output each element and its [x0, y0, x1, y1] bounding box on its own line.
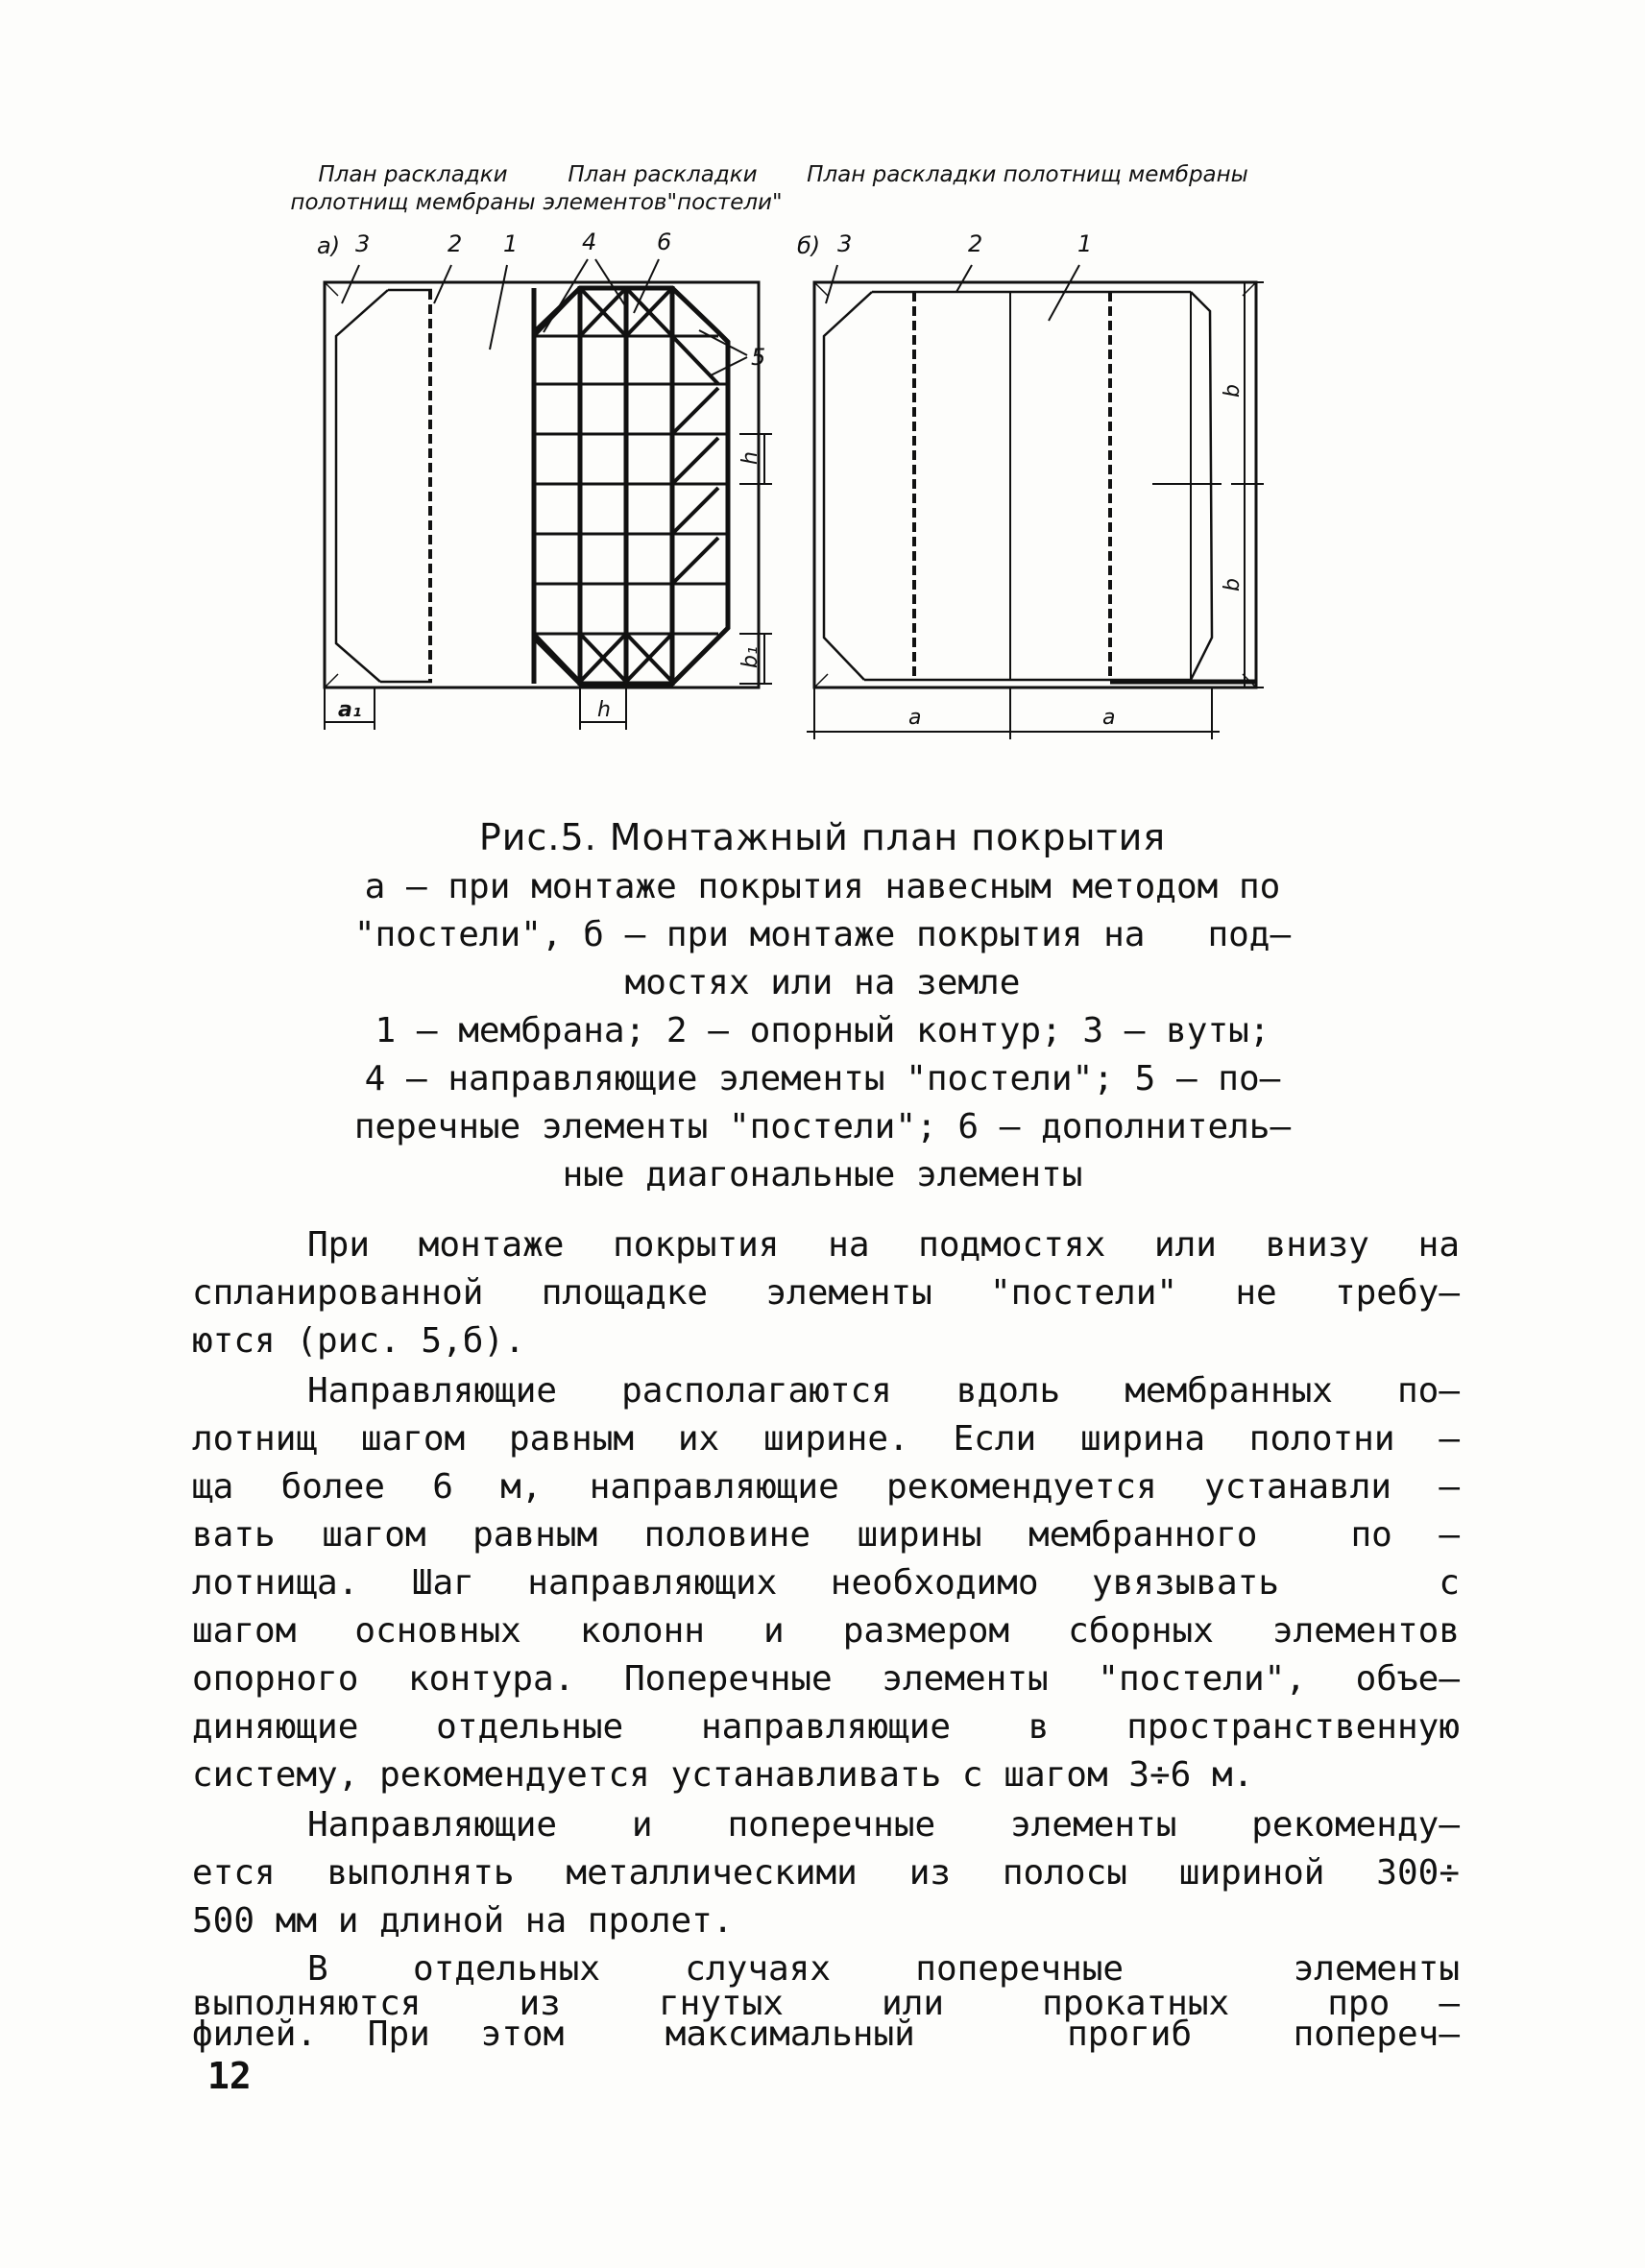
- panel-b-dim-b-lower-label: b: [1221, 578, 1245, 591]
- paragraph-3-line: ется выполнять металлическими из полосы шириной 300÷: [192, 1853, 1460, 1893]
- panel-b-callout-3: 3: [837, 230, 853, 257]
- plan-a-bed-header-line2: элементов"постели": [543, 190, 783, 215]
- panel-a-dim-h-bottom-label: h: [597, 698, 611, 722]
- caption-line: 4 – направляющие элементы "постели"; 5 – по–: [364, 1059, 1281, 1098]
- plan-b-header: План раскладки полотнищ мембраны: [807, 162, 1248, 187]
- paragraph-4-line: выполняются из гнутых или прокатных про –: [192, 1984, 1460, 2023]
- paragraph-4-line: В отдельных случаях поперечные элементы: [307, 1949, 1460, 1989]
- panel-b-letter: б): [797, 232, 821, 259]
- paragraph-3-line: 500 мм и длиной на пролет.: [192, 1901, 734, 1941]
- paragraph-2-line: вать шагом равным половине ширины мембранного по –: [192, 1515, 1460, 1555]
- panel-a-bed-transverse: [534, 336, 728, 634]
- panel-a-dim-b1-label: b₁: [738, 646, 762, 668]
- mounting-plan-figure: [0, 0, 1645, 768]
- paragraph-2-line: опорного контура. Поперечные элементы "постели", объе–: [192, 1659, 1460, 1699]
- figure-caption-title: Рис.5. Монтажный план покрытия: [478, 816, 1167, 858]
- panel-a-dim-a1-label: a₁: [338, 698, 362, 722]
- paragraph-2-line: Направляющие располагаются вдоль мембранных по–: [307, 1371, 1460, 1411]
- panel-a-callout-6: 6: [657, 229, 672, 255]
- panel-a-bed-guides: [534, 286, 672, 686]
- panel-b-dim-a: [807, 688, 1220, 739]
- plan-a-membrane-header-line2: полотнищ мембраны: [290, 190, 536, 215]
- paragraph-1-line: При монтаже покрытия на подмостях или внизу на: [307, 1225, 1460, 1265]
- panel-a-leaders: [342, 259, 747, 376]
- plan-a-bed-header-line1: План раскладки: [568, 162, 758, 187]
- caption-line: 1 – мембрана; 2 – опорный контур; 3 – вуты;: [375, 1011, 1270, 1050]
- paragraph-2-line: систему, рекомендуется устанавливать с шагом 3÷6 м.: [192, 1755, 1254, 1795]
- plan-a-membrane-header-line1: План раскладки: [318, 162, 508, 187]
- panel-a-callout-5: 5: [751, 344, 766, 371]
- paragraph-3-line: Направляющие и поперечные элементы рекоменду–: [307, 1805, 1460, 1845]
- panel-a-bed-contour: [534, 288, 728, 684]
- caption-line: мостях или на земле: [624, 963, 1021, 1002]
- panel-a-haunch-lines: [325, 282, 432, 688]
- paragraph-2-line: ща более 6 м, направляющие рекомендуется устанавли –: [192, 1467, 1460, 1507]
- panel-a-callout-4: 4: [582, 229, 597, 255]
- page-number: 12: [207, 2055, 252, 2097]
- caption-line: ные диагональные элементы: [562, 1155, 1083, 1194]
- panel-a-callout-1: 1: [503, 230, 519, 257]
- caption-line: а – при монтаже покрытия навесным методом по: [364, 867, 1281, 906]
- panel-b-dim-a-right-label: a: [1102, 706, 1116, 730]
- caption-line: "постели", б – при монтаже покрытия на под–: [353, 915, 1292, 954]
- panel-a-callout-3: 3: [355, 230, 371, 257]
- panel-b-dim-b: [1231, 282, 1264, 688]
- panel-a: [325, 259, 772, 730]
- panel-a-letter: а): [317, 232, 341, 259]
- caption-line: перечные элементы "постели"; 6 – дополнитель–: [353, 1107, 1292, 1146]
- panel-b-callout-2: 2: [968, 230, 983, 257]
- panel-a-dim-h-right-label: h: [738, 451, 762, 465]
- paragraph-4-line: филей. При этом максимальный прогиб попереч–: [192, 2015, 1460, 2054]
- panel-a-callout-2: 2: [448, 230, 463, 257]
- paragraph-1-line: спланированной площадке элементы "постели" не требу–: [192, 1273, 1460, 1313]
- panel-b-callout-1: 1: [1077, 230, 1093, 257]
- panel-b-dim-a-left-label: a: [908, 706, 922, 730]
- panel-b-dim-b-upper-label: b: [1221, 384, 1245, 398]
- paragraph-2-line: лотнища. Шаг направляющих необходимо увязывать с: [192, 1563, 1460, 1603]
- paragraph-2-line: шагом основных колонн и размером сборных элементов: [192, 1611, 1460, 1651]
- panel-b: [807, 265, 1264, 739]
- paragraph-2-line: диняющие отдельные направляющие в пространственную: [192, 1707, 1460, 1747]
- paragraph-2-line: лотнищ шагом равным их ширине. Если ширина полотни –: [192, 1419, 1460, 1459]
- paragraph-1-line: ются (рис. 5,б).: [192, 1321, 525, 1361]
